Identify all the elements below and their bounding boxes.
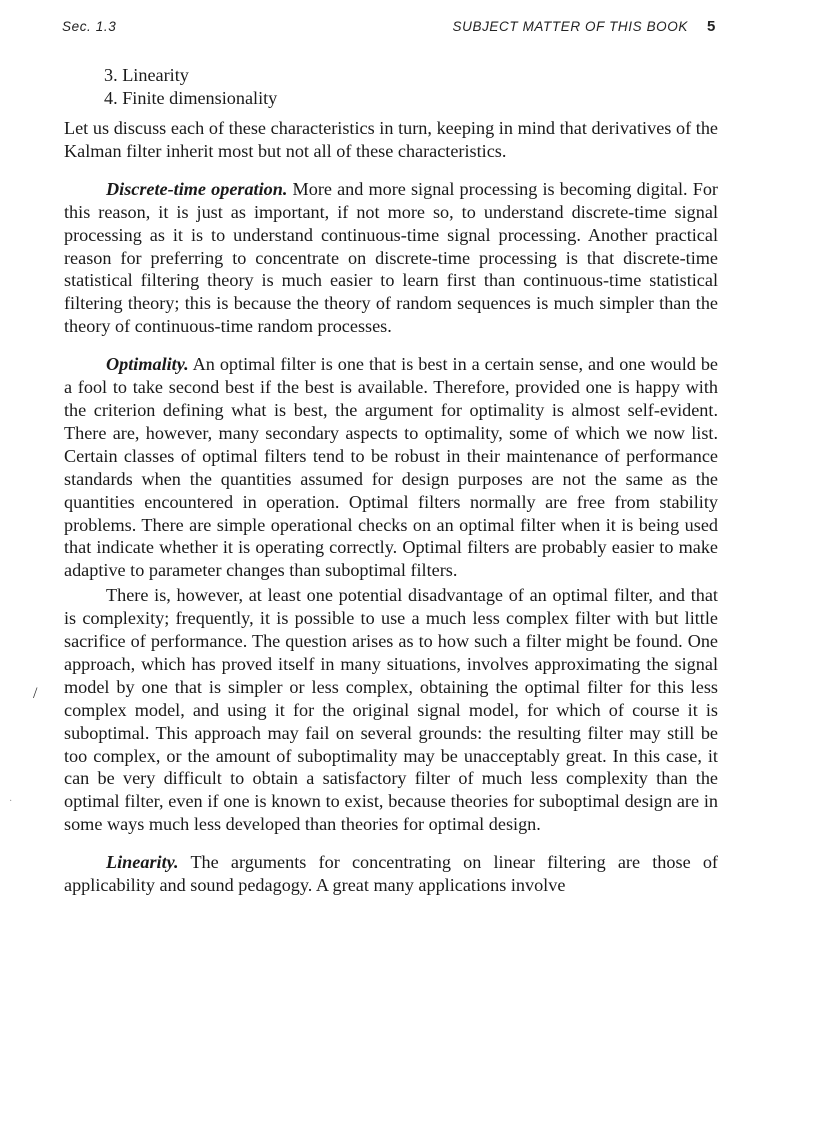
discrete-time-paragraph <box>64 178 718 338</box>
list-item: 4. Finite dimensionality <box>104 88 278 108</box>
list-item: 3. Linearity <box>104 65 189 85</box>
intro-paragraph: Let us discuss each of these characteristics in turn, keeping in mind that derivatives of the Kalman filter inherit most but not all of these characteristics. <box>64 118 718 161</box>
discrete-time-text: More and more signal processing is becoming digital. For this reason, it is just as important, if not more so, to understand discrete-time signal processing as it is to understand continuous-time signal processing. Another practical reason for preferring to concentrate on discrete-time processing is that discrete-time statistical filtering theory is much easier to learn first than continuous-time statistical filtering theory; this is because the theory of random sequences is much simpler than the theory of continuous-time random processes. <box>64 178 718 337</box>
optimality-heading: Optimality. <box>106 354 189 375</box>
margin-dot: · <box>9 796 13 807</box>
linearity-paragraph <box>64 851 718 897</box>
section-label: Sec. 1.3 <box>62 19 117 34</box>
chapter-title: SUBJECT MATTER OF THIS BOOK <box>452 19 688 34</box>
margin-pencil-mark: / <box>33 685 38 702</box>
discrete-time-heading: Discrete-time operation. <box>106 178 288 199</box>
running-head <box>62 19 718 39</box>
page-number: 5 <box>707 18 716 35</box>
optimality-paragraph <box>64 353 718 582</box>
characteristics-list <box>104 64 277 110</box>
linearity-text: The arguments for concentrating on linear filtering are those of applicability and sound pedagogy. A great many applications involve <box>64 852 718 896</box>
body-text <box>64 117 718 897</box>
linearity-heading: Linearity. <box>106 852 179 873</box>
optimality-continuation-paragraph: There is, however, at least one potential disadvantage of an optimal filter, and that is complexity; frequently, it is possible to use a much less complex filter with but little sacrifice of performance. The question arises as to how such a filter might be found. One approach, which has proved itself in many situations, involves approximating the signal model by one that is simpler or less complex, obtaining the optimal filter for this less complex model, and using it for the original signal model, for which of course it is suboptimal. This approach may fail on several grounds: the resulting filter may still be too complex, or the amount of suboptimality may be unacceptably great. In this case, it can be very difficult to obtain a satisfactory filter of much less complexity than the optimal filter, even if one is known to exist, because theories for suboptimal design are in some ways much less developed than theories for optimal design. <box>64 585 718 835</box>
optimality-text: An optimal filter is one that is best in a certain sense, and one would be a fool to take second best if the best is available. Therefore, provided one is happy with the criterion defining what is best, the argument for optimality is almost self-evident. There are, however, many secondary aspects to optimality, some of which we now list. Certain classes of optimal filters tend to be robust in their maintenance of performance standards when the quantities assumed for design purposes are not the same as the quantities encountered in operation. Optimal filters normally are free from stability problems. There are simple operational checks on an optimal filter when it is being used that indicate whether it is operating correctly. Optimal filters are probably easier to make adaptive to parameter changes than suboptimal filters. <box>64 354 718 581</box>
